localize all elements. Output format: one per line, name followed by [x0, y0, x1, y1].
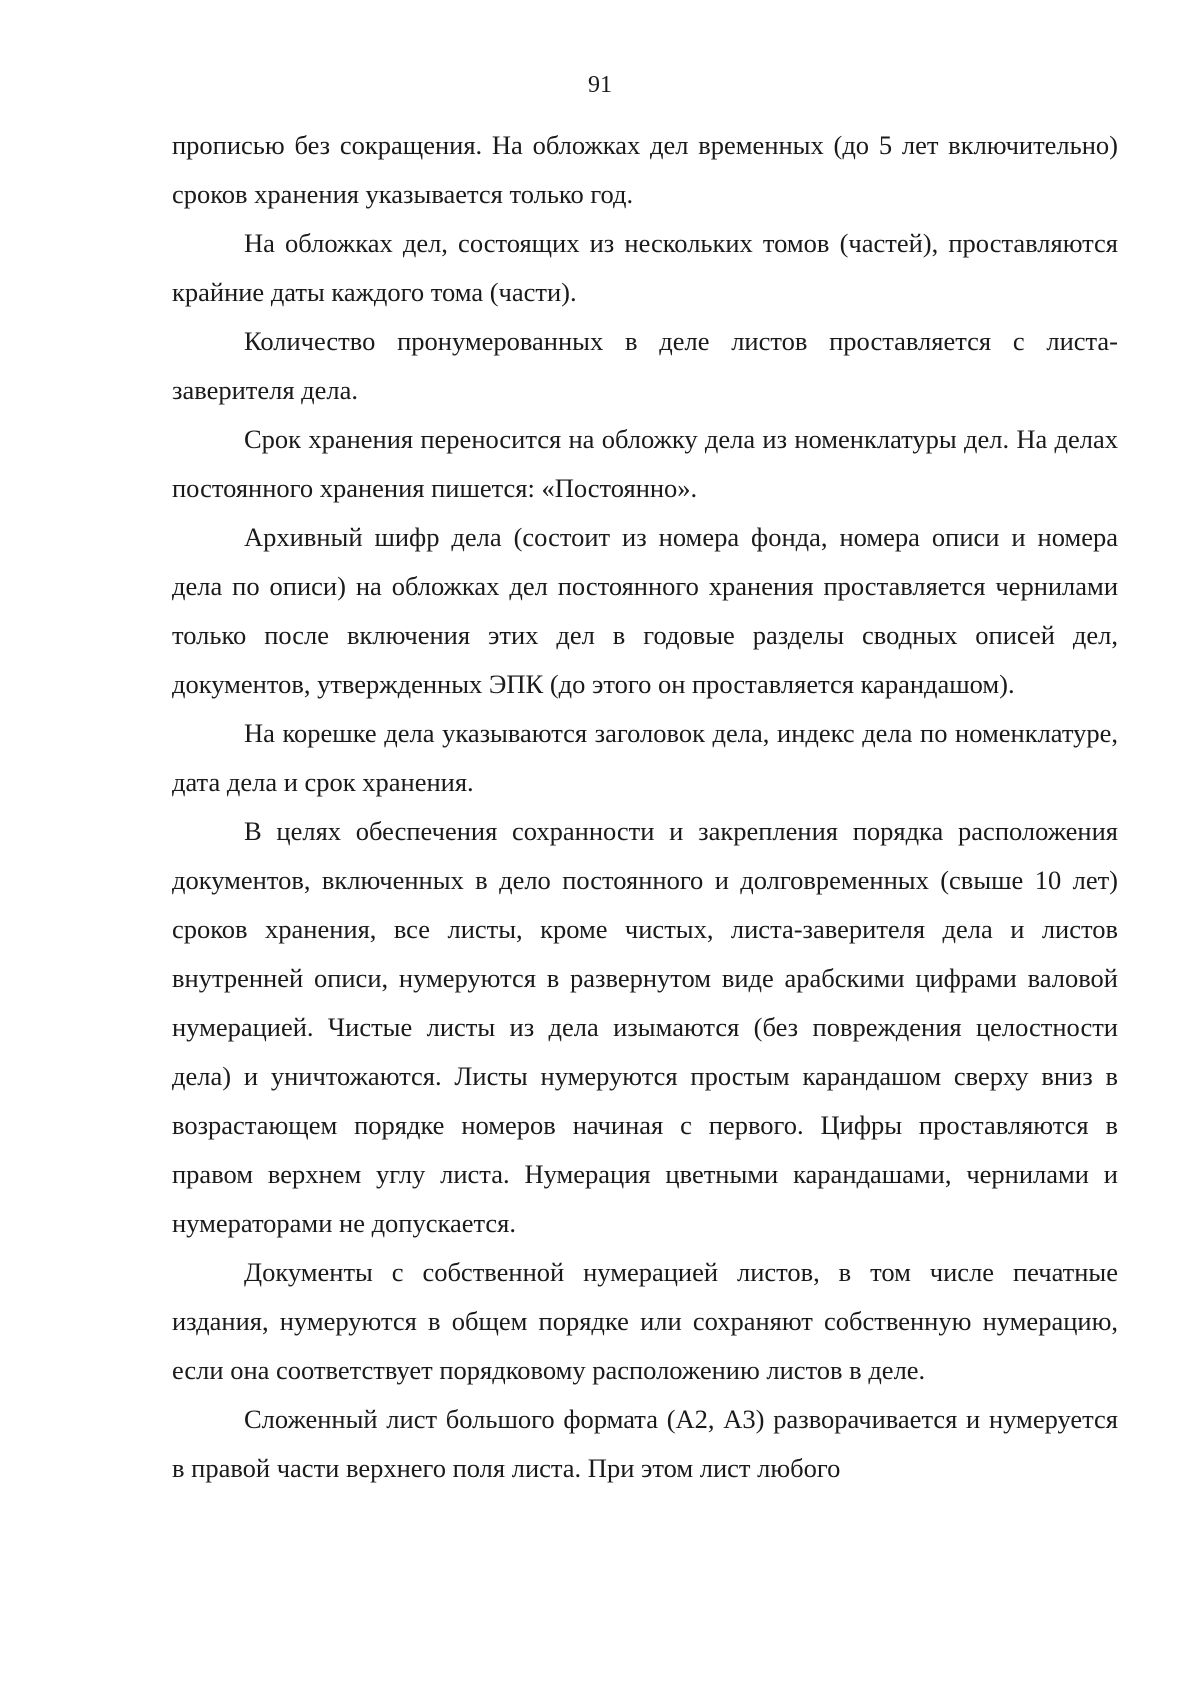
paragraph-continuation: прописью без сокращения. На обложках дел временных (до 5 лет включительно) сроков хранения указывается только год. — [172, 130, 1118, 209]
paragraph-multivolume-dates: На обложках дел, состоящих из нескольких томов (частей), проставляются крайние даты каждого тома (части). — [172, 228, 1118, 307]
paragraph-sheet-count: Количество пронумерованных в деле листов проставляется с листа-заверителя дела. — [172, 326, 1118, 405]
paragraph-own-numbering: Документы с собственной нумерацией листов, в том числе печатные издания, нумеруются в общем порядке или сохраняют собственную нумерацию, если она соответствует порядковому расположению листов в деле. — [172, 1257, 1118, 1385]
paragraph-storage-period: Срок хранения переносится на обложку дела из номенклатуры дел. На делах постоянного хранения пишется: «Постоянно». — [172, 424, 1118, 503]
paragraph-large-format: Сложенный лист большого формата (А2, А3) разворачивается и нумеруется в правой части верхнего поля листа. При этом лист любого — [172, 1404, 1118, 1483]
paragraph-spine: На корешке дела указываются заголовок дела, индекс дела по номенклатуре, дата дела и срок хранения. — [172, 718, 1118, 797]
page-number: 91 — [588, 72, 612, 98]
paragraph-numbering: В целях обеспечения сохранности и закрепления порядка расположения документов, включенных в дело постоянного и долговременных (свыше 10 лет) сроков хранения, все листы, кроме чистых, листа-заверителя дела и листов внутренней описи, нумеруются в развернутом виде арабскими цифрами валовой нумерацией. Чистые листы из дела изымаются (без повреждения целостности дела) и уничтожаются. Листы нумеруются простым карандашом сверху вниз в возрастающем порядке номеров начиная с первого. Цифры проставляются в правом верхнем углу листа. Нумерация цветными карандашами, чернилами и нумераторами не допускается. — [172, 816, 1118, 1238]
paragraph-archive-code: Архивный шифр дела (состоит из номера фонда, номера описи и номера дела по описи) на обложках дел постоянного хранения проставляется чернилами только после включения этих дел в годовые разделы сводных описей дел, документов, утвержденных ЭПК (до этого он проставляется карандашом). — [172, 522, 1118, 699]
body-text — [172, 121, 1118, 1493]
